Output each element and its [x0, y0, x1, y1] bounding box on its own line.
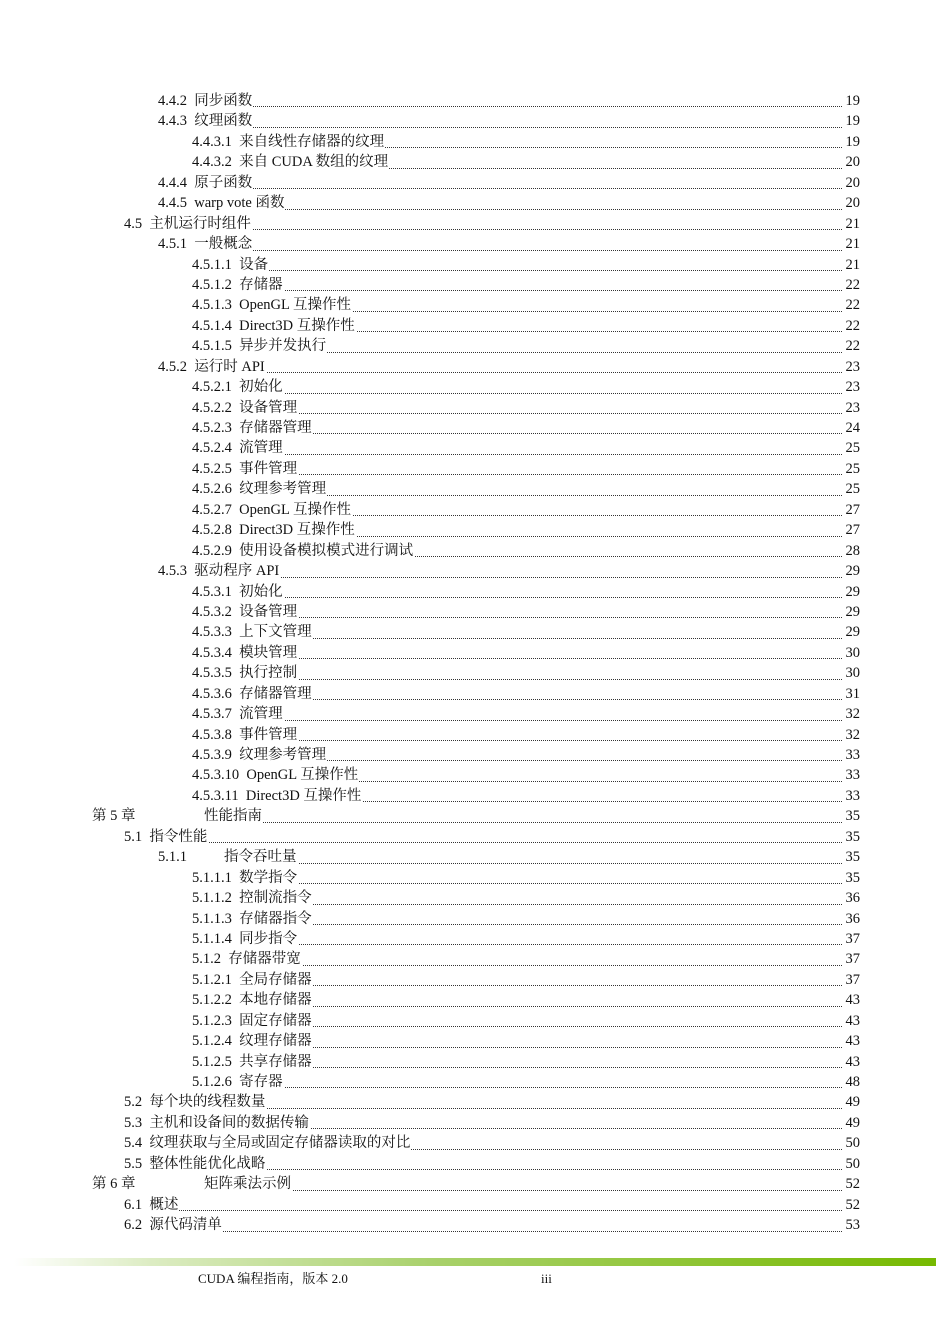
toc-section-number: 5.1.1.4	[192, 930, 232, 947]
toc-entry[interactable]	[0, 91, 950, 111]
toc-entry-text	[158, 847, 298, 867]
toc-section-number: 5.1.2	[192, 951, 221, 968]
toc-section-title: 存储器带宽	[228, 951, 301, 968]
toc-entry[interactable]	[0, 479, 950, 499]
toc-page-number: 35	[842, 847, 860, 867]
toc-section-title: 纹理存储器	[239, 1033, 312, 1050]
toc-section-title: warp vote 函数	[194, 195, 285, 212]
toc-section-title: 驱动程序 API	[194, 563, 280, 580]
toc-section-title: 寄存器	[239, 1074, 283, 1090]
toc-page-number: 35	[842, 827, 860, 847]
toc-section-number: 4.5.3.7	[192, 706, 232, 723]
toc-section-number: 4.4.4	[158, 174, 187, 191]
toc-entry-text	[192, 459, 298, 479]
toc-entry-text	[158, 193, 285, 213]
toc-page-number: 22	[842, 316, 860, 336]
toc-page-number: 52	[842, 1195, 860, 1215]
toc-entry-text	[192, 929, 298, 949]
toc-entry-text	[124, 214, 252, 234]
toc-section-title: 控制流指令	[239, 890, 312, 907]
toc-page-number: 33	[842, 786, 860, 806]
toc-section-title: 存储器指令	[239, 910, 312, 927]
toc-entry[interactable]	[0, 663, 950, 683]
toc-entry[interactable]	[0, 827, 950, 847]
toc-section-title: 整体性能优化战略	[149, 1155, 266, 1172]
toc-page-number: 29	[842, 561, 860, 581]
toc-section-number: 第 6 章	[92, 1176, 136, 1193]
toc-entry-text	[192, 582, 284, 602]
toc-section-title: 事件管理	[239, 726, 298, 743]
toc-entry-text	[158, 561, 280, 581]
footer-document-title: CUDA 编程指南，版本 2.0	[198, 1271, 348, 1286]
toc-section-title: Direct3D 互操作性	[239, 317, 355, 334]
toc-entry[interactable]	[0, 684, 950, 704]
toc-section-title: Direct3D 互操作性	[239, 522, 355, 539]
toc-page-number: 28	[842, 541, 860, 561]
toc-entry[interactable]	[0, 438, 950, 458]
toc-section-title: 初始化	[239, 583, 283, 600]
toc-section-number: 4.5.2.1	[192, 379, 232, 396]
toc-section-title: 来自线性存储器的纹理	[239, 133, 385, 150]
toc-dot-leader	[158, 106, 842, 107]
toc-entry[interactable]	[0, 275, 950, 295]
toc-section-title: 纹理参考管理	[239, 747, 327, 763]
toc-section-title: 主机和设备间的数据传输	[149, 1114, 309, 1131]
toc-section-title: 异步并发执行	[239, 338, 327, 355]
toc-page-number: 29	[842, 622, 860, 642]
toc-dot-leader	[158, 188, 842, 189]
toc-entry-text	[192, 1052, 313, 1072]
toc-section-number: 4.5.2.7	[192, 501, 232, 518]
toc-entry[interactable]	[0, 520, 950, 540]
toc-entry[interactable]	[0, 949, 950, 969]
toc-dot-leader	[192, 290, 842, 291]
toc-page-number: 24	[842, 418, 860, 438]
toc-entry[interactable]	[0, 990, 950, 1010]
toc-page-number: 29	[842, 582, 860, 602]
toc-section-number: 4.5.3.1	[192, 583, 232, 600]
toc-entry-text	[192, 745, 327, 765]
toc-section-number: 6.1	[124, 1196, 143, 1213]
toc-page-number: 37	[842, 970, 860, 990]
toc-entry[interactable]	[0, 602, 950, 622]
toc-dot-leader	[124, 842, 842, 843]
toc-section-number: 4.5.3.8	[192, 726, 232, 743]
toc-page-number: 29	[842, 602, 860, 622]
toc-section-number: 4.5.3.11	[192, 787, 239, 804]
toc-page-number: 25	[842, 479, 860, 499]
toc-section-title: 主机运行时组件	[149, 215, 251, 232]
toc-page-number: 33	[842, 765, 860, 785]
toc-section-title: OpenGL 互操作性	[246, 767, 359, 784]
toc-section-number: 4.5.1.4	[192, 317, 232, 334]
toc-page-number: 21	[842, 234, 860, 254]
toc-entry-text	[192, 990, 313, 1010]
toc-entry[interactable]	[0, 909, 950, 929]
toc-page-number: 35	[842, 868, 860, 888]
toc-section-number: 5.1.1.2	[192, 890, 232, 907]
toc-dot-leader	[158, 127, 842, 128]
toc-entry[interactable]	[0, 1113, 950, 1133]
toc-entry-text	[192, 868, 298, 888]
toc-page-number: 36	[842, 909, 860, 929]
toc-entry[interactable]	[0, 173, 950, 193]
toc-section-number: 4.5.2.6	[192, 481, 232, 498]
toc-section-number: 5.1.2.6	[192, 1074, 232, 1090]
toc-entry-text	[192, 704, 284, 724]
toc-entry[interactable]	[0, 745, 950, 765]
toc-entry-text	[192, 398, 298, 418]
toc-dot-leader	[192, 597, 842, 598]
toc-page-number: 21	[842, 214, 860, 234]
toc-section-title: 本地存储器	[239, 992, 312, 1009]
toc-section-title: 存储器管理	[239, 685, 312, 702]
footer-page-number: iii	[541, 1271, 552, 1286]
toc-entry[interactable]	[0, 132, 950, 152]
toc-entry-text	[192, 663, 298, 683]
toc-entry-text	[192, 418, 313, 438]
toc-section-title: 共享存储器	[239, 1053, 312, 1070]
toc-page-number: 32	[842, 704, 860, 724]
toc-dot-leader	[124, 1210, 842, 1211]
toc-section-number: 4.5.2.8	[192, 522, 232, 539]
toc-section-number: 4.5.2.5	[192, 460, 232, 477]
toc-section-title: 事件管理	[239, 460, 298, 477]
toc-section-number: 4.4.2	[158, 93, 187, 109]
toc-entry-text	[192, 275, 284, 295]
toc-dot-leader	[124, 1231, 842, 1232]
toc-entry-text	[192, 520, 356, 540]
toc-section-title: 原子函数	[194, 174, 253, 191]
toc-section-title: 执行控制	[239, 665, 298, 682]
toc-section-title: 全局存储器	[239, 971, 312, 988]
toc-entry-text	[192, 970, 313, 990]
toc-section-title: 模块管理	[239, 644, 298, 661]
toc-entry[interactable]	[0, 193, 950, 213]
toc-section-number: 4.5.3.9	[192, 747, 232, 763]
toc-section-title: 纹理参考管理	[239, 481, 327, 498]
toc-page-number: 36	[842, 888, 860, 908]
toc-entry-text	[158, 111, 253, 131]
toc-entry[interactable]	[0, 214, 950, 234]
toc-entry[interactable]	[0, 643, 950, 663]
toc-section-number: 5.1.1	[158, 849, 187, 866]
toc-page-number: 52	[842, 1174, 860, 1194]
toc-entry-text	[124, 1133, 411, 1153]
toc-section-number: 5.2	[124, 1094, 143, 1111]
toc-entry[interactable]	[0, 786, 950, 806]
toc-page-number: 35	[842, 806, 860, 826]
toc-section-number: 5.1.2.3	[192, 1012, 232, 1029]
toc-section-title: 来自 CUDA 数组的纹理	[239, 154, 389, 171]
toc-entry[interactable]	[0, 888, 950, 908]
toc-section-title: OpenGL 互操作性	[239, 501, 351, 518]
toc-entry-text	[192, 132, 385, 152]
toc-section-number: 4.5.1.1	[192, 256, 232, 273]
toc-section-number: 4.5	[124, 215, 143, 232]
toc-page-number: 25	[842, 438, 860, 458]
toc-entry-text	[92, 806, 263, 826]
toc-page-number: 22	[842, 336, 860, 356]
toc-section-title: 同步指令	[239, 930, 298, 947]
toc-entry-text	[92, 1174, 292, 1194]
toc-page-number: 22	[842, 275, 860, 295]
toc-entry[interactable]	[0, 295, 950, 315]
toc-section-number: 4.5.2.2	[192, 399, 232, 416]
toc-section-title: 固定存储器	[239, 1012, 312, 1029]
toc-section-number: 4.5.3.10	[192, 767, 240, 784]
toc-page-number: 19	[842, 111, 860, 131]
toc-page-number: 23	[842, 398, 860, 418]
toc-entry-text	[124, 1113, 310, 1133]
toc-page-number: 30	[842, 643, 860, 663]
toc-entry-text	[158, 91, 253, 111]
toc-entry-text	[192, 255, 269, 275]
toc-section-title: 一般概念	[194, 236, 253, 253]
toc-section-number: 5.1.2.1	[192, 971, 232, 988]
toc-page-number: 37	[842, 929, 860, 949]
toc-section-title: 纹理函数	[194, 113, 253, 130]
toc-entry-text	[192, 479, 327, 499]
toc-page-number: 20	[842, 173, 860, 193]
toc-entry[interactable]	[0, 377, 950, 397]
toc-entry-text	[192, 316, 356, 336]
toc-section-number: 4.5.2.9	[192, 542, 232, 559]
toc-page-number: 49	[842, 1113, 860, 1133]
toc-section-title: 同步函数	[194, 93, 253, 109]
toc-section-number: 5.1	[124, 828, 143, 845]
toc-entry[interactable]	[0, 541, 950, 561]
toc-entry[interactable]	[0, 255, 950, 275]
toc-section-title: 设备	[239, 256, 269, 273]
toc-entry-text	[192, 725, 298, 745]
toc-entry[interactable]	[0, 459, 950, 479]
toc-section-title: 上下文管理	[239, 624, 312, 641]
toc-page-number: 30	[842, 663, 860, 683]
toc-entry[interactable]	[0, 1072, 950, 1092]
toc-section-title: 指令吞吐量	[224, 849, 297, 866]
toc-section-title: 存储器	[239, 276, 283, 293]
toc-section-title: Direct3D 互操作性	[245, 787, 362, 804]
toc-dot-leader	[192, 720, 842, 721]
toc-section-title: 运行时 API	[194, 358, 265, 375]
toc-entry-text	[192, 684, 313, 704]
toc-dot-leader	[192, 1087, 842, 1088]
toc-section-title: OpenGL 互操作性	[239, 297, 351, 314]
toc-section-number: 4.4.3	[158, 113, 187, 130]
toc-entry[interactable]	[0, 868, 950, 888]
toc-section-title: 初始化	[239, 379, 283, 396]
toc-entry[interactable]	[0, 500, 950, 520]
toc-page-number: 27	[842, 500, 860, 520]
toc-page-number: 20	[842, 193, 860, 213]
toc-entry-text	[192, 1031, 313, 1051]
toc-entry[interactable]	[0, 1215, 950, 1235]
toc-entry-text	[192, 765, 359, 785]
toc-entry-text	[192, 336, 327, 356]
toc-entry[interactable]	[0, 1031, 950, 1051]
toc-page-number: 50	[842, 1133, 860, 1153]
toc-entry[interactable]	[0, 398, 950, 418]
toc-section-number: 4.5.3.6	[192, 685, 232, 702]
toc-section-title: 每个块的线程数量	[149, 1094, 266, 1111]
toc-section-title: 使用设备模拟模式进行调试	[239, 542, 414, 559]
toc-entry[interactable]	[0, 704, 950, 724]
toc-section-title: 指令性能	[149, 828, 208, 845]
toc-entry-text	[192, 500, 352, 520]
toc-page-number: 19	[842, 91, 860, 111]
toc-entry[interactable]	[0, 1011, 950, 1031]
toc-entry-text	[124, 1215, 223, 1235]
toc-page-number: 48	[842, 1072, 860, 1092]
toc-section-number: 4.5.3.5	[192, 665, 232, 682]
toc-section-title: 数学指令	[239, 869, 298, 886]
toc-page-number: 43	[842, 1052, 860, 1072]
toc-page-number: 43	[842, 990, 860, 1010]
toc-entry-text	[192, 622, 313, 642]
toc-page-number: 25	[842, 459, 860, 479]
toc-entry-text	[192, 295, 352, 315]
toc-entry[interactable]	[0, 970, 950, 990]
toc-section-number: 5.1.2.5	[192, 1053, 232, 1070]
toc-section-number: 4.5.3.2	[192, 603, 232, 620]
toc-section-title: 性能指南	[204, 808, 262, 825]
toc-section-title: 源代码清单	[149, 1217, 222, 1234]
toc-section-number: 4.5.3.3	[192, 624, 232, 641]
toc-section-title: 流管理	[239, 706, 283, 723]
toc-entry-text	[192, 909, 313, 929]
toc-section-number: 6.2	[124, 1217, 143, 1234]
toc-section-title: 设备管理	[239, 399, 298, 416]
footer-divider-bar	[14, 1258, 936, 1266]
toc-dot-leader	[192, 270, 842, 271]
toc-entry-text	[192, 888, 313, 908]
toc-entry[interactable]	[0, 929, 950, 949]
toc-page-number: 37	[842, 949, 860, 969]
table-of-contents	[0, 91, 950, 1236]
toc-entry[interactable]	[0, 418, 950, 438]
toc-dot-leader	[192, 454, 842, 455]
toc-entry[interactable]	[0, 1052, 950, 1072]
toc-page-number: 19	[842, 132, 860, 152]
toc-entry-text	[192, 602, 298, 622]
toc-section-number: 第 5 章	[92, 808, 136, 825]
toc-entry[interactable]	[0, 622, 950, 642]
toc-entry[interactable]	[0, 561, 950, 581]
toc-section-number: 5.1.2.2	[192, 992, 232, 1009]
toc-page-number: 23	[842, 377, 860, 397]
toc-section-number: 5.5	[124, 1155, 143, 1172]
toc-page-number: 32	[842, 725, 860, 745]
toc-section-number: 4.5.2.3	[192, 420, 232, 436]
toc-page-number: 33	[842, 745, 860, 765]
toc-entry-text	[192, 377, 284, 397]
toc-entry-text	[124, 1195, 179, 1215]
toc-entry-text	[192, 786, 362, 806]
toc-page-number: 20	[842, 152, 860, 172]
toc-page-number: 43	[842, 1011, 860, 1031]
toc-entry[interactable]	[0, 1092, 950, 1112]
toc-entry[interactable]	[0, 725, 950, 745]
toc-section-number: 5.1.1.1	[192, 869, 232, 886]
toc-entry[interactable]	[0, 336, 950, 356]
toc-entry[interactable]	[0, 582, 950, 602]
toc-section-number: 5.1.1.3	[192, 910, 232, 927]
toc-section-number: 4.5.3	[158, 563, 187, 580]
toc-entry-text	[158, 357, 266, 377]
toc-page-number: 53	[842, 1215, 860, 1235]
toc-section-number: 4.5.2.4	[192, 440, 232, 457]
toc-section-title: 概述	[149, 1196, 179, 1213]
toc-entry[interactable]	[0, 316, 950, 336]
toc-section-number: 4.5.1.5	[192, 338, 232, 355]
toc-entry[interactable]	[0, 111, 950, 131]
toc-section-title: 矩阵乘法示例	[204, 1176, 291, 1193]
toc-entry-text	[158, 234, 253, 254]
toc-page-number: 27	[842, 520, 860, 540]
toc-entry-text	[124, 1092, 266, 1112]
toc-section-number: 4.5.1.3	[192, 297, 232, 314]
toc-section-title: 存储器管理	[239, 420, 312, 436]
toc-dot-leader	[192, 393, 842, 394]
toc-entry[interactable]	[0, 1174, 950, 1194]
toc-entry-text	[192, 152, 389, 172]
toc-section-title: 纹理获取与全局或固定存储器读取的对比	[149, 1135, 411, 1152]
toc-entry[interactable]	[0, 847, 950, 867]
toc-entry[interactable]	[0, 1195, 950, 1215]
toc-entry[interactable]	[0, 806, 950, 826]
toc-section-number: 4.5.1.2	[192, 276, 232, 293]
toc-section-number: 5.1.2.4	[192, 1033, 232, 1050]
toc-section-number: 4.5.3.4	[192, 644, 232, 661]
toc-entry[interactable]	[0, 1133, 950, 1153]
toc-page-number: 31	[842, 684, 860, 704]
toc-entry-text	[158, 173, 253, 193]
toc-entry[interactable]	[0, 357, 950, 377]
toc-entry-text	[192, 1011, 313, 1031]
toc-entry-text	[192, 438, 284, 458]
toc-section-title: 设备管理	[239, 603, 298, 620]
toc-entry-text	[192, 949, 302, 969]
toc-page-number: 22	[842, 295, 860, 315]
toc-entry[interactable]	[0, 152, 950, 172]
toc-section-number: 4.5.2	[158, 358, 187, 375]
toc-dot-leader	[158, 250, 842, 251]
toc-entry-text	[192, 1072, 284, 1092]
toc-section-number: 5.3	[124, 1114, 143, 1131]
toc-entry-text	[192, 541, 414, 561]
toc-entry-text	[192, 643, 298, 663]
toc-section-number: 4.4.3.2	[192, 154, 232, 171]
toc-page-number: 21	[842, 255, 860, 275]
toc-entry-text	[124, 827, 208, 847]
toc-section-number: 5.4	[124, 1135, 143, 1152]
toc-entry[interactable]	[0, 765, 950, 785]
toc-section-number: 4.4.3.1	[192, 133, 232, 150]
toc-page-number: 43	[842, 1031, 860, 1051]
toc-entry[interactable]	[0, 234, 950, 254]
toc-entry-text	[124, 1154, 266, 1174]
toc-section-number: 4.4.5	[158, 195, 187, 212]
toc-page-number: 50	[842, 1154, 860, 1174]
toc-page-number: 23	[842, 357, 860, 377]
toc-section-number: 4.5.1	[158, 236, 187, 253]
toc-page-number: 49	[842, 1092, 860, 1112]
toc-section-title: 流管理	[239, 440, 283, 457]
toc-entry[interactable]	[0, 1154, 950, 1174]
